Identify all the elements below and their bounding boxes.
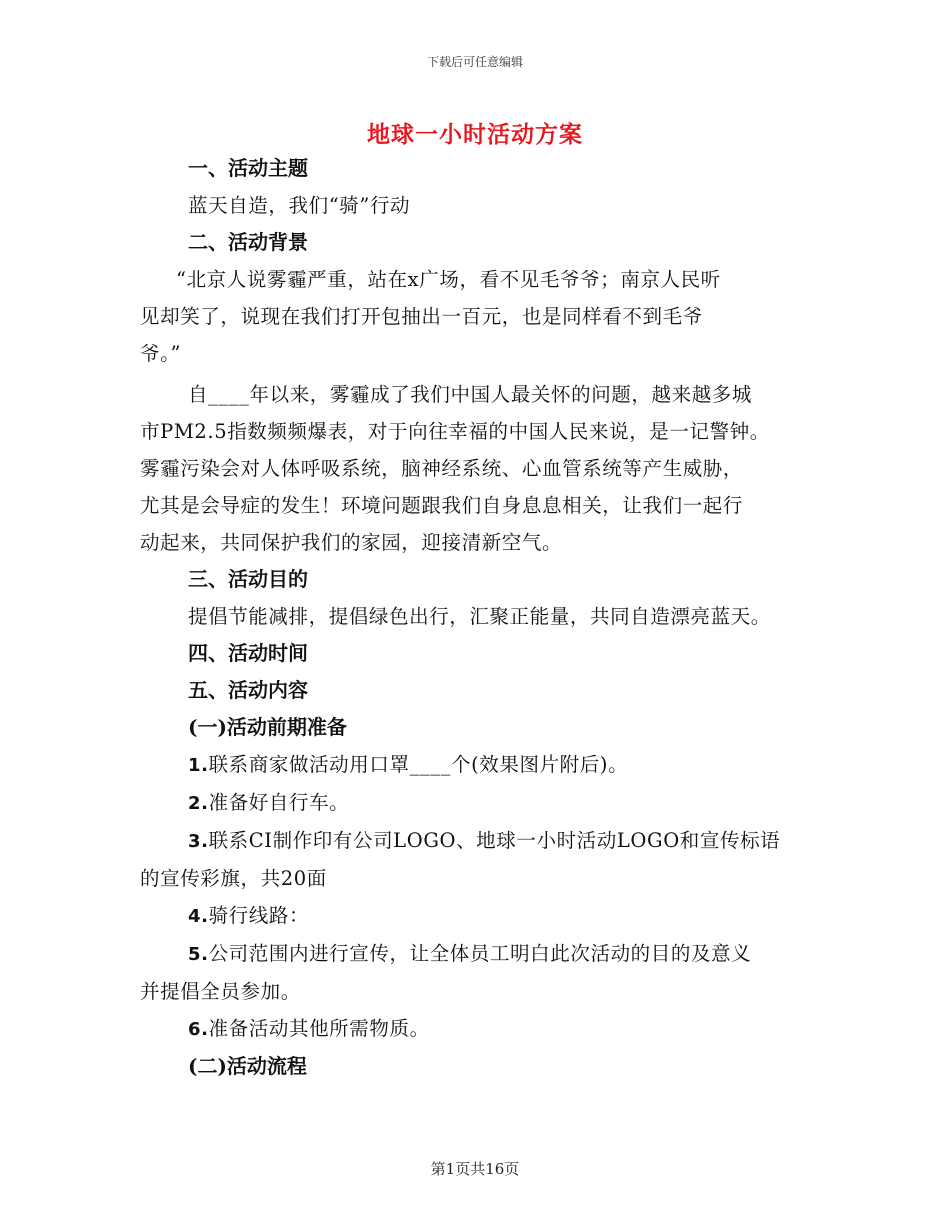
section-heading-content: 五、活动内容	[188, 678, 308, 702]
page-footer: 第1页共16页	[430, 1160, 520, 1178]
list-item-number: 5.	[188, 944, 209, 965]
background-quote-line: 见却笑了，说现在我们打开包抽出一百元，也是同样看不到毛爷	[140, 305, 703, 328]
list-item-text: 联系商家做活动用口罩____个(效果图片附后)。	[208, 753, 629, 776]
list-item	[140, 1010, 830, 1048]
background-body-line: 市PM2.5指数频频爆表，对于向往幸福的中国人民来说，是一记警钟。	[140, 420, 770, 443]
list-item	[140, 897, 830, 935]
background-body-line: 自____年以来，雾霾成了我们中国人最关怀的问题，越来越多城	[188, 383, 753, 406]
list-item-continuation: 的宣传彩旗，共20面	[140, 867, 327, 890]
list-item-number: 1.	[188, 755, 209, 776]
subsection-heading-preparation: (一)活动前期准备	[188, 715, 347, 739]
list-item	[140, 822, 830, 860]
background-body-line: 尤其是会导症的发生！环境问题跟我们自身息息相关，让我们一起行	[140, 494, 744, 517]
background-body-line: 动起来，共同保护我们的家园，迎接清新空气。	[140, 531, 563, 554]
theme-text: 蓝天自造，我们“骑”行动	[188, 194, 411, 217]
section-heading-purpose: 三、活动目的	[188, 567, 308, 591]
header-note: 下载后可任意编辑	[426, 55, 523, 69]
background-quote-line: 爷。”	[140, 342, 182, 365]
document-body	[140, 150, 830, 1085]
purpose-text: 提倡节能减排，提倡绿色出行，汇聚正能量，共同自造漂亮蓝天。	[188, 605, 771, 628]
list-item-number: 2.	[188, 793, 209, 814]
section-heading-theme: 一、活动主题	[188, 156, 308, 180]
background-body-line: 雾霾污染会对人体呼吸系统，脑神经系统、心血管系统等产生威胁，	[140, 457, 744, 480]
list-item-text: 骑行线路：	[208, 904, 310, 927]
list-item	[140, 935, 830, 973]
list-item-text: 准备好自行车。	[208, 791, 350, 814]
list-item-text: 联系CI制作印有公司LOGO、地球一小时活动LOGO和宣传标语	[208, 829, 781, 852]
list-item-number: 4.	[188, 906, 209, 927]
document-title: 地球一小时活动方案	[367, 121, 583, 148]
list-item-text: 准备活动其他所需物质。	[208, 1017, 430, 1040]
list-item	[140, 746, 830, 784]
list-item-number: 3.	[188, 831, 209, 852]
section-heading-time: 四、活动时间	[188, 641, 308, 665]
subsection-heading-process: (二)活动流程	[188, 1054, 307, 1078]
list-item	[140, 784, 830, 822]
list-item-text: 公司范围内进行宣传，让全体员工明白此次活动的目的及意义	[208, 942, 752, 965]
list-item-continuation: 并提倡全员参加。	[140, 980, 301, 1003]
list-item-number: 6.	[188, 1019, 209, 1040]
section-heading-background: 二、活动背景	[188, 230, 308, 254]
background-quote-line: “北京人说雾霾严重，站在x广场，看不见毛爷爷；南京人民听	[176, 268, 721, 291]
